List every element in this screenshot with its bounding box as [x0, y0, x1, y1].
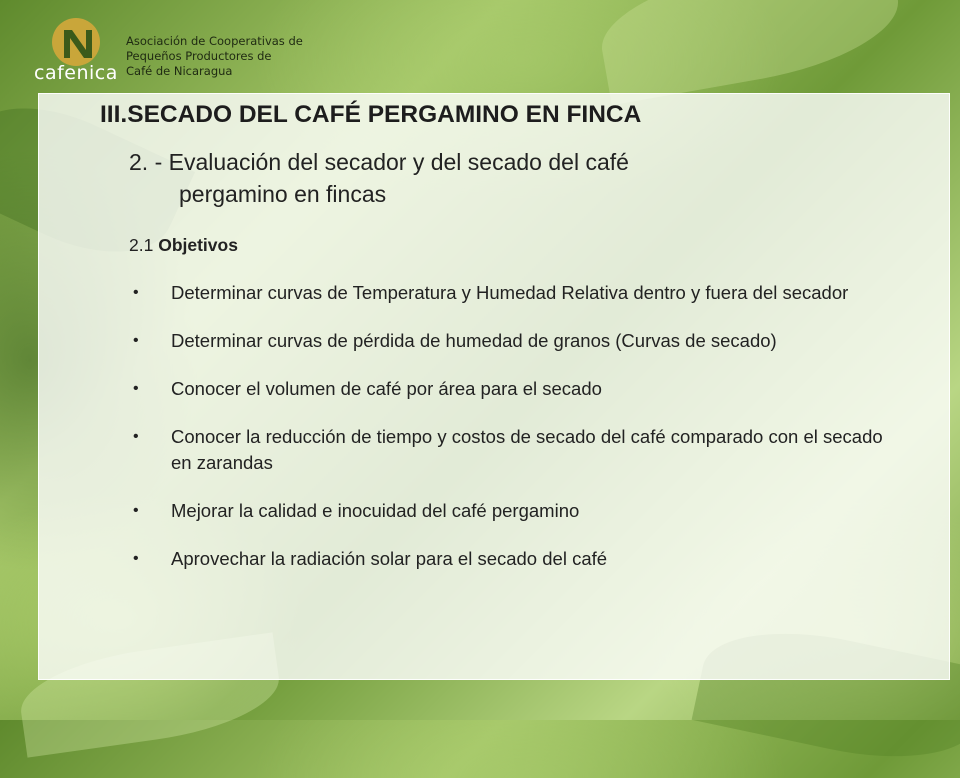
bullet-icon: •	[133, 550, 139, 567]
org-line: Café de Nicaragua	[126, 64, 233, 78]
section-label: Objetivos	[158, 235, 238, 255]
slide-subtitle	[129, 146, 629, 210]
bullet-text: Conocer el volumen de café por área para el secado	[171, 378, 602, 399]
section-number: 2.1	[129, 235, 154, 255]
bullet-text: Conocer la reducción de tiempo y costos de secado del café comparado con el secado en zarandas	[171, 426, 883, 473]
brand-name: cafenica	[34, 62, 118, 84]
org-line: Asociación de Cooperativas de	[126, 34, 303, 48]
list-item	[129, 498, 889, 524]
list-item	[129, 424, 889, 476]
list-item	[129, 280, 889, 306]
list-item	[129, 328, 889, 354]
list-item	[129, 376, 889, 402]
bullet-text: Mejorar la calidad e inocuidad del café pergamino	[171, 500, 580, 521]
bullet-text: Determinar curvas de pérdida de humedad de granos (Curvas de secado)	[171, 330, 777, 351]
bullet-text: Aprovechar la radiación solar para el secado del café	[171, 548, 608, 569]
bullet-icon: •	[133, 380, 139, 397]
org-line: Pequeños Productores de	[126, 49, 272, 63]
bullet-icon: •	[133, 284, 139, 301]
bullet-icon: •	[133, 502, 139, 519]
background-leaf	[593, 0, 908, 105]
slide-title: III.SECADO DEL CAFÉ PERGAMINO EN FINCA	[100, 101, 642, 128]
subtitle-line: 2. - Evaluación del secador y del secado del café	[129, 149, 629, 175]
bullet-icon: •	[133, 332, 139, 349]
bullet-icon: •	[133, 428, 139, 445]
section-heading	[129, 235, 238, 256]
subtitle-line: pergamino en fincas	[179, 181, 387, 207]
bullet-text: Determinar curvas de Temperatura y Humedad Relativa dentro y fuera del secador	[171, 282, 849, 303]
objectives-list	[129, 280, 889, 572]
organization-name	[126, 34, 303, 79]
list-item	[129, 546, 889, 572]
